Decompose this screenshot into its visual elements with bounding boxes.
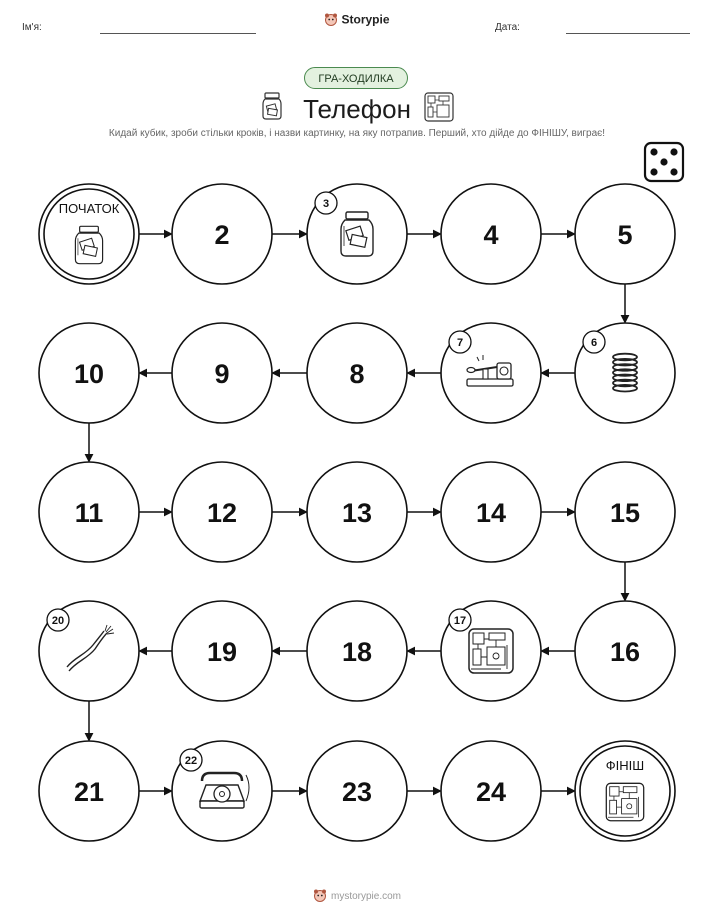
dice-icon — [645, 143, 683, 181]
cell-number: 8 — [349, 359, 365, 389]
start-label: ПОЧАТОК — [58, 201, 120, 216]
board-cell-15 — [575, 462, 675, 562]
cell-number: 24 — [475, 777, 507, 807]
date-label: Дата: — [495, 22, 520, 33]
cell-number: 2 — [214, 220, 230, 250]
jar-icon — [75, 226, 102, 263]
brand-name: Storypie — [341, 12, 390, 27]
board-cell-17 — [441, 601, 541, 701]
cell-number: 5 — [617, 220, 633, 250]
board-cell-9 — [172, 323, 272, 423]
board-cell-24 — [441, 741, 541, 841]
circuit-board-icon — [469, 629, 513, 673]
finish-label: ФІНІШ — [605, 758, 645, 773]
page-title: Телефон — [303, 94, 411, 124]
board-cell-5 — [575, 184, 675, 284]
storypie-logo-icon — [313, 888, 327, 905]
finish-cell — [575, 741, 675, 841]
cell-number: 16 — [609, 637, 641, 667]
cell-number: 6 — [590, 337, 598, 349]
board-cell-22 — [172, 741, 272, 841]
board-cell-11 — [39, 462, 139, 562]
board-cell-12 — [172, 462, 272, 562]
dice-pip — [670, 148, 677, 155]
cell-number: 12 — [206, 498, 238, 528]
dice-pip — [650, 148, 657, 155]
board-cell-14 — [441, 462, 541, 562]
board-cell-2 — [172, 184, 272, 284]
cell-number: 19 — [206, 637, 238, 667]
board-cell-4 — [441, 184, 541, 284]
instructions: Кидай кубик, зроби стільки кроків, і назви картинку, на яку потрапив. Перший, хто дійде до ФІНІШУ, виграє! — [108, 128, 606, 139]
board-cell-7 — [441, 323, 541, 423]
cell-number: 23 — [341, 777, 373, 807]
cell-number: 18 — [341, 637, 373, 667]
cell-number: 7 — [456, 337, 464, 349]
board-cell-6 — [575, 323, 675, 423]
cell-number: 4 — [483, 220, 499, 250]
start-cell — [39, 184, 139, 284]
cell-number: 20 — [51, 615, 65, 627]
game-type-badge: ГРА-ХОДИЛКА — [304, 67, 408, 89]
board-cell-18 — [307, 601, 407, 701]
cell-number: 14 — [475, 498, 507, 528]
board-cell-16 — [575, 601, 675, 701]
board-cell-13 — [307, 462, 407, 562]
board-cell-21 — [39, 741, 139, 841]
cell-number: 9 — [214, 359, 230, 389]
board-cell-3 — [307, 184, 407, 284]
cell-number: 13 — [341, 498, 373, 528]
board-cell-19 — [172, 601, 272, 701]
cell-number: 10 — [73, 359, 105, 389]
cell-number: 11 — [74, 498, 104, 528]
board-cell-20 — [39, 601, 139, 701]
jar-icon — [341, 212, 373, 256]
cell-number: 22 — [184, 755, 198, 767]
footer — [0, 888, 714, 905]
board-cell-10 — [39, 323, 139, 423]
board-cell-8 — [307, 323, 407, 423]
dice-pip — [650, 168, 657, 175]
dice-pip — [670, 168, 677, 175]
cell-number: 21 — [73, 777, 105, 807]
circuit-board-icon — [606, 783, 643, 820]
cell-number: 3 — [322, 198, 330, 210]
cell-number: 17 — [453, 615, 467, 627]
board-cell-23 — [307, 741, 407, 841]
footer-url: mystorypie.com — [330, 891, 401, 903]
name-label: Ім'я: — [22, 22, 42, 33]
dice-pip — [660, 158, 667, 165]
cell-number: 15 — [609, 498, 641, 528]
